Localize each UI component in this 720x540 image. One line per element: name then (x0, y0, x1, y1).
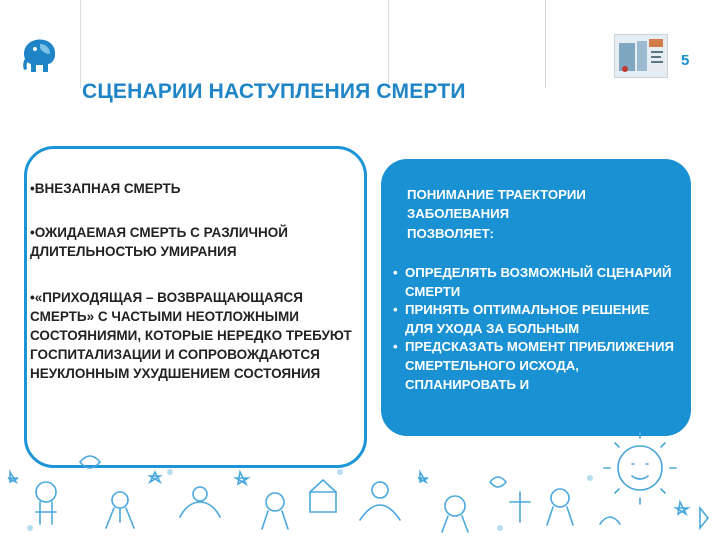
benefit-item-1: • ОПРЕДЕЛЯТЬ ВОЗМОЖНЫЙ СЦЕНАРИЙ СМЕРТИ (393, 264, 677, 301)
trajectory-intro-line2: ПОЗВОЛЯЕТ: (407, 226, 494, 242)
slide-title: СЦЕНАРИИ НАСТУПЛЕНИЯ СМЕРТИ (82, 80, 466, 103)
thumbnail-image (614, 34, 668, 78)
header-divider-right (545, 0, 546, 88)
benefit-item-2: • ПРИНЯТЬ ОПТИМАЛЬНОЕ РЕШЕНИЕ ДЛЯ УХОДА ЗА БОЛЬНЫМ (393, 301, 677, 338)
scenario-item-recurring: •«ПРИХОДЯЩАЯ – ВОЗВРАЩАЮЩАЯСЯ СМЕРТЬ» С ЧАСТЫМИ НЕОТЛОЖНЫМИ СОСТОЯНИЯМИ, КОТОРЫЕ НЕРЕДКО ТРЕБУЮТ ГОСПИТАЛИЗАЦИИ И СОПРОВОЖДАЮТСЯ НЕУКЛОННЫМ УХУДШЕНИЕМ СОСТОЯНИЯ (30, 290, 352, 381)
trajectory-card (381, 159, 691, 436)
scenario-item-sudden: •ВНЕЗАПНАЯ СМЕРТЬ (30, 181, 181, 196)
trajectory-benefits (393, 264, 677, 394)
children-doodles-illustration (0, 432, 720, 540)
scenario-item-expected: •ОЖИДАЕМАЯ СМЕРТЬ С РАЗЛИЧНОЙ ДЛИТЕЛЬНОСТЬЮ УМИРАНИЯ (30, 225, 288, 259)
header-divider-mid (388, 0, 389, 88)
benefit-item-3: • ПРЕДСКАЗАТЬ МОМЕНТ ПРИБЛИЖЕНИЯ СМЕРТЕЛЬНОГО ИСХОДА, СПЛАНИРОВАТЬ И (393, 338, 677, 394)
page-number: 5 (681, 52, 690, 69)
header-divider-left (80, 0, 81, 88)
elephant-logo-icon (18, 34, 62, 76)
trajectory-intro (407, 186, 677, 244)
trajectory-intro-line1: ПОНИМАНИЕ ТРАЕКТОРИИ ЗАБОЛЕВАНИЯ (407, 187, 586, 221)
